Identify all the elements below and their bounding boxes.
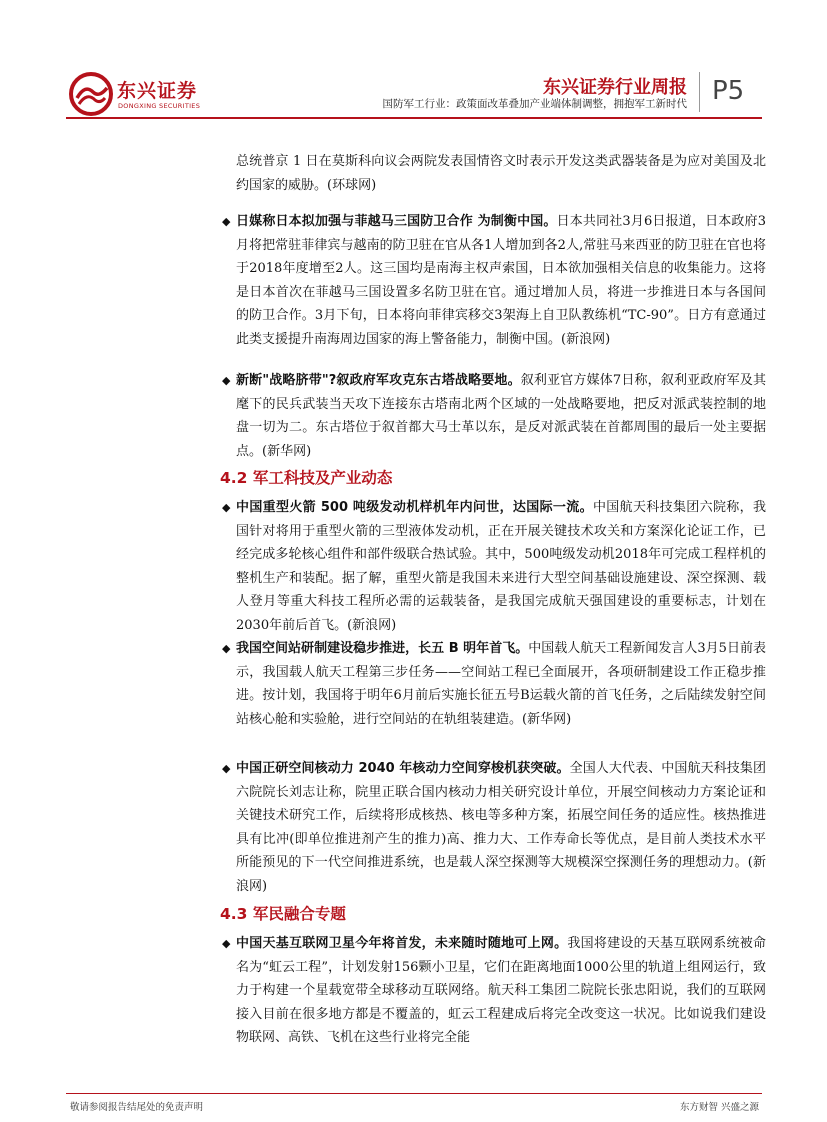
bullet-icon: ◆ <box>222 762 231 775</box>
section-heading: 4.3 军民融合专题 <box>220 905 346 923</box>
news-text: 中国载人航天工程新闻发言人3月5日前表示，我国载人航天工程第三步任务——空间站工程已全面展开，各项研制建设工作正稳步推进。按计划，我国将于明年6月前后实施长征五号B运载火箭的首飞任务，之后陆续发射空间站核心舱和实验舱，进行空间站的在轨组装建造。(新华网) <box>236 641 766 727</box>
paragraph-text: 总统普京 1 日在莫斯科向议会两院发表国情咨文时表示开发这类武器装备是为应对美国及北约国家的威胁。(环球网) <box>236 154 766 193</box>
news-text: 中国航天科技集团六院称，我国针对将用于重型火箭的三型液体发动机，正在开展关键技术攻关和方案深化论证工作，已经完成多轮核心组件和部件级联合热试验。其中，500吨级发动机2018年可完成工程样机的整机生产和装配。据了解，重型火箭是我国未来进行大型空间基础设施建设、深空探测、载人登月等重大科技工程所必需的运载装备，是我国完成航天强国建设的重要标志，计划在2030年前后首飞。(新浪网) <box>236 500 766 633</box>
company-logo <box>69 72 201 116</box>
news-headline: 中国天基互联网卫星今年将首发，未来随时随地可上网。 <box>236 936 568 951</box>
footer-rule <box>66 1093 762 1094</box>
news-text: 我国将建设的天基互联网系统被命名为“虹云工程”，计划发射156颗小卫星，它们在距离地面1000公里的轨道上组网运行，致力于构建一个星载宽带全球移动互联网络。航天科工集团二院院长张忠阳说，我们的互联网接入目前在很多地方都是不覆盖的，虹云工程建成后将完全改变这一状况。比如说我们建设物联网、高铁、飞机在这些行业将完全能 <box>236 936 766 1045</box>
paragraph-continued <box>236 150 766 197</box>
news-item <box>236 932 766 1050</box>
news-text: 全国人大代表、中国航天科技集团六院院长刘志让称，院里正联合国内核动力相关研究设计单位，开展空间核动力方案论证和关键技术研究工作，后续将形成核热、核电等多种方案，拓展空间任务的适应性。核热推进具有比冲(即单位推进剂产生的推力)高、推力大、工作寿命长等优点，是目前人类技术水平所能预见的下一代空间推进系统，也是载人深空探测等大规模深空探测任务的理想动力。(新浪网) <box>236 761 766 894</box>
news-headline: 中国重型火箭 500 吨级发动机样机年内问世，达国际一流。 <box>236 500 593 515</box>
news-text: 日本共同社3月6日报道，日本政府3月将把常驻菲律宾与越南的防卫驻在官从各1人增加到各2人,常驻马来西亚的防卫驻在官也将于2018年度增至2人。这三国均是南海主权声索国，日本欲加强相关信息的收集能力。这将是日本首次在菲越马三国设置多名防卫驻在官。通过增加人员，将进一步推进日本与各国间的防卫合作。3月下旬，日本将向菲律宾移交3架海上自卫队教练机“TC-90”。日方有意通过此类支援提升南海周边国家的海上警备能力，制衡中国。(新浪网) <box>236 214 766 347</box>
logo-name-cn: 东兴证券 <box>117 80 198 102</box>
news-headline: 日媒称日本拟加强与菲越马三国防卫合作 为制衡中国。 <box>236 214 557 229</box>
header-rule <box>66 117 762 119</box>
news-headline: 中国正研空间核动力 2040 年核动力空间穿梭机获突破。 <box>236 761 570 776</box>
footer-disclaimer: 敬请参阅报告结尾处的免责声明 <box>70 1102 204 1113</box>
footer-slogan: 东方财智 兴盛之源 <box>679 1102 759 1113</box>
page-number: P5 <box>712 76 745 106</box>
news-text: 叙利亚官方媒体7日称，叙利亚政府军及其麾下的民兵武装当天攻下连接东古塔南北两个区域的一处战略要地，把反对派武装控制的地盘一切为二。东古塔位于叙首都大马士革以东，是反对派武装在首都周围的最后一处主要据点。(新华网) <box>236 373 766 459</box>
bullet-icon: ◆ <box>222 937 231 950</box>
news-item <box>236 369 766 463</box>
bullet-icon: ◆ <box>222 374 231 387</box>
news-item <box>236 757 766 898</box>
bullet-icon: ◆ <box>222 215 231 228</box>
report-title: 东兴证券行业周报 <box>543 77 687 98</box>
dongxing-logo-icon <box>69 72 113 116</box>
news-item <box>236 637 766 731</box>
bullet-icon: ◆ <box>222 642 231 655</box>
news-headline: 我国空间站研制建设稳步推进，长五 B 明年首飞。 <box>236 641 529 656</box>
logo-name-en: DONGXING SECURITIES <box>118 102 201 110</box>
news-item <box>236 496 766 637</box>
header-divider <box>699 72 700 112</box>
section-heading: 4.2 军工科技及产业动态 <box>220 469 393 487</box>
report-subtitle: 国防军工行业：政策面改革叠加产业端体制调整，拥抱军工新时代 <box>382 98 687 110</box>
news-headline: 新断"战略脐带"?叙政府军攻克东古塔战略要地。 <box>236 373 521 388</box>
bullet-icon: ◆ <box>222 501 231 514</box>
news-item <box>236 210 766 351</box>
